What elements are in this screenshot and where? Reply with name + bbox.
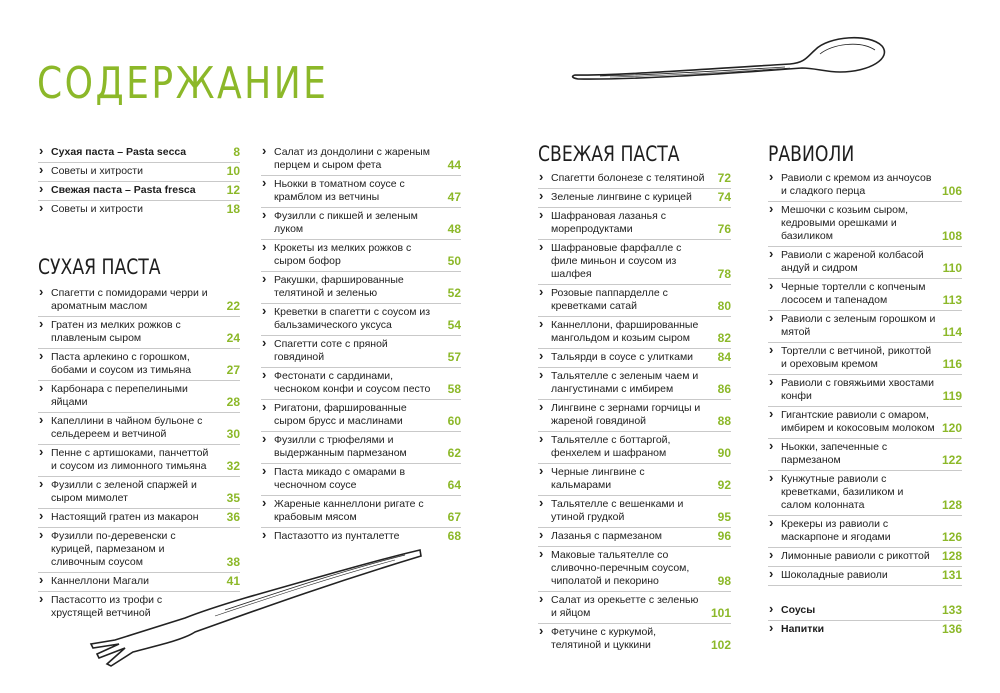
toc-entry-page: 92 [717, 478, 731, 492]
toc-entry-title: › Соусы [781, 604, 816, 616]
toc-entry-title: › Тальярди в соусе с улитками [551, 351, 694, 363]
toc-entry [261, 463, 461, 495]
toc-entry-page: 44 [447, 158, 461, 172]
toc-entry-title: › Фузилли с трюфелями и выдержанным пармезаном [274, 434, 407, 459]
toc-entry [538, 188, 731, 207]
toc-entry-page: 131 [941, 568, 962, 582]
toc-entry-page: 110 [942, 261, 962, 275]
toc-entry-page: 84 [717, 350, 731, 364]
column-ravioli [768, 142, 962, 639]
toc-entry-page: 68 [447, 529, 461, 543]
toc-entry [261, 495, 461, 527]
toc-entry-page: 86 [717, 382, 731, 396]
toc-entry-page: 10 [226, 164, 240, 178]
toc-entry-page: 126 [941, 530, 962, 544]
toc-entry-page: 28 [226, 395, 240, 409]
toc-entry-title: › Фузилли по-деревенски с курицей, пармезаном и сливочным соусом [51, 530, 176, 568]
toc-entry [261, 207, 461, 239]
ravioli-title: РАВИОЛИ [768, 142, 855, 166]
toc-entry [261, 367, 461, 399]
toc-entry-title: › Тальятелле с вешенками и утиной грудкой [551, 498, 684, 523]
toc-entry-title: › Фестонати с сардинами, чесноком конфи и соусом песто [274, 370, 431, 395]
toc-entry-title: › Равиоли с жареной колбасой андуй и сидром [781, 249, 924, 274]
toc-entry-title: › Ньокки, запеченные с пармезаном [781, 441, 888, 466]
toc-entry-page: 72 [717, 171, 731, 185]
toc-entry-page: 136 [941, 622, 962, 636]
toc-entry [538, 463, 731, 495]
toc-entry [261, 399, 461, 431]
toc-entry-page: 78 [717, 267, 731, 281]
toc-entry-title: › Сухая паста – Pasta secca [51, 146, 187, 158]
fork-illustration [85, 540, 425, 670]
toc-entry-title: › Тортелли с ветчиной, рикоттой и ореховым кремом [781, 345, 932, 370]
toc-entry-page: 12 [226, 183, 240, 197]
toc-entry [768, 470, 962, 515]
toc-entry [538, 399, 731, 431]
toc-entry-title: › Ньокки в томатном соусе с крамблом из ветчины [274, 178, 405, 203]
toc-entry [538, 431, 731, 463]
toc-entry-title: › Крекеры из равиоли с маскарпоне и ягодами [781, 518, 891, 543]
extras-list [768, 602, 962, 639]
toc-entry [538, 367, 731, 399]
toc-entry-page: 52 [447, 286, 461, 300]
toc-entry [768, 201, 962, 246]
toc-entry-page: 88 [717, 414, 731, 428]
toc-entry-page: 133 [941, 603, 962, 617]
toc-entry-title: › Фузилли с зеленой спаржей и сыром мимолет [51, 479, 197, 504]
toc-entry-page: 35 [226, 491, 240, 505]
toc-entry [38, 200, 240, 219]
toc-entry [768, 342, 962, 374]
toc-entry-page: 119 [942, 389, 962, 403]
toc-entry-page: 67 [447, 510, 461, 524]
toc-entry-title: › Равиоли с говяжьими хвостами конфи [781, 377, 934, 402]
toc-entry-page: 36 [226, 510, 240, 524]
toc-entry [538, 591, 731, 623]
toc-entry-page: 101 [710, 606, 731, 620]
toc-entry-title: › Свежая паста – Pasta fresca [51, 184, 196, 196]
toc-entry [538, 284, 731, 316]
toc-entry [538, 316, 731, 348]
toc-entry [538, 170, 731, 188]
toc-entry [38, 162, 240, 181]
toc-entry-title: › Фузилли с пикшей и зеленым луком [274, 210, 418, 235]
toc-entry-page: 74 [717, 190, 731, 204]
toc-entry-title: › Равиоли с зеленым горошком и мятой [781, 313, 936, 338]
fresh-pasta-list [538, 170, 731, 655]
toc-entry-title: › Тальятелле с боттаргой, фенхелем и шафраном [551, 434, 671, 459]
toc-entry [768, 547, 962, 566]
intro-list [38, 144, 240, 219]
toc-entry-title: › Каннеллони, фаршированные мангольдом и козьим сыром [551, 319, 699, 344]
toc-entry-title: › Лингвине с зернами горчицы и жареной говядиной [551, 402, 701, 427]
toc-entry [261, 239, 461, 271]
toc-entry-page: 48 [447, 222, 461, 236]
toc-entry [768, 170, 962, 201]
toc-entry-page: 120 [941, 421, 962, 435]
ravioli-list [768, 170, 962, 585]
ravioli-gap [768, 585, 962, 602]
toc-entry [261, 431, 461, 463]
toc-entry-page: 95 [717, 510, 731, 524]
toc-entry-title: › Мешочки с козьим сыром, кедровыми орешками и базиликом [781, 204, 909, 242]
toc-entry [768, 278, 962, 310]
toc-entry-page: 60 [447, 414, 461, 428]
toc-entry-page: 27 [226, 363, 240, 377]
dry-pasta-list-2 [261, 144, 461, 546]
toc-entry [538, 623, 731, 655]
toc-entry-title: › Ракушки, фаршированные телятиной и зеленью [274, 274, 404, 299]
fresh-pasta-title: СВЕЖАЯ ПАСТА [538, 142, 680, 166]
toc-entry-page: 116 [942, 357, 962, 371]
column-fresh-pasta [538, 142, 731, 655]
toc-entry-title: › Маковые тальятелле со сливочно-перечным соусом, чиполатой и пекорино [551, 549, 690, 587]
toc-entry [38, 144, 240, 162]
toc-entry [768, 310, 962, 342]
toc-entry [38, 380, 240, 412]
toc-entry-title: › Спагетти болонезе с телятиной [551, 172, 705, 184]
toc-entry-title: › Гигантские равиоли с омаром, имбирем и кокосовым молоком [781, 409, 935, 434]
toc-entry-page: 64 [447, 478, 461, 492]
toc-entry-title: › Ригатони, фаршированные сыром брусс и маслинами [274, 402, 407, 427]
toc-entry [38, 412, 240, 444]
toc-entry [38, 508, 240, 527]
toc-entry [768, 406, 962, 438]
toc-entry [38, 348, 240, 380]
toc-entry [38, 316, 240, 348]
toc-entry [768, 566, 962, 585]
toc-entry [38, 181, 240, 200]
toc-entry-page: 122 [941, 453, 962, 467]
toc-entry-title: › Карбонара с перепелиными яйцами [51, 383, 188, 408]
toc-entry-title: › Гратен из мелких рожков с плавленым сыром [51, 319, 181, 344]
toc-entry-page: 106 [941, 184, 962, 198]
toc-entry-title: › Креветки в спагетти с соусом из бальзамического уксуса [274, 306, 431, 331]
page-title: СОДЕРЖАНИЕ [37, 58, 329, 109]
toc-entry-page: 80 [717, 299, 731, 313]
toc-entry [538, 495, 731, 527]
toc-entry-title: › Черные лингвине с кальмарами [551, 466, 645, 491]
toc-entry-title: › Спагетти соте с пряной говядиной [274, 338, 388, 363]
toc-entry [768, 620, 962, 639]
toc-entry-page: 128 [941, 498, 962, 512]
toc-entry-page: 82 [717, 331, 731, 345]
toc-entry-title: › Равиоли с кремом из анчоусов и сладкого перца [781, 172, 932, 197]
toc-entry-page: 30 [226, 427, 240, 441]
toc-entry-title: › Лазанья с пармезаном [551, 530, 663, 542]
toc-entry-page: 76 [717, 222, 731, 236]
toc-entry [261, 303, 461, 335]
toc-entry-title: › Напитки [781, 623, 825, 635]
toc-entry-page: 96 [717, 529, 731, 543]
toc-entry-page: 102 [710, 638, 731, 652]
toc-entry-title: › Паста арлекино с горошком, бобами и соусом из тимьяна [51, 351, 192, 376]
toc-entry-title: › Шафрановая лазанья с морепродуктами [551, 210, 666, 235]
toc-entry [768, 438, 962, 470]
toc-entry-title: › Паста микадо с омарами в чесночном соусе [274, 466, 406, 491]
toc-entry-title: › Советы и хитрости [51, 203, 143, 215]
toc-entry [261, 271, 461, 303]
toc-entry-page: 41 [226, 574, 240, 588]
toc-entry [538, 239, 731, 284]
toc-entry [538, 546, 731, 591]
toc-entry [38, 444, 240, 476]
toc-entry-title: › Крокеты из мелких рожков с сыром бофор [274, 242, 412, 267]
toc-entry [768, 246, 962, 278]
toc-entry-page: 57 [447, 350, 461, 364]
toc-entry-title: › Спагетти с помидорами черри и ароматным маслом [51, 287, 208, 312]
toc-entry-page: 58 [447, 382, 461, 396]
toc-entry [538, 207, 731, 239]
toc-entry-title: › Настоящий гратен из макарон [51, 511, 199, 523]
toc-entry-page: 50 [447, 254, 461, 268]
toc-entry [768, 515, 962, 547]
toc-entry-title: › Фетучине с куркумой, телятиной и цуккини [551, 626, 657, 651]
toc-entry-title: › Кунжутные равиоли с креветками, базиликом и салом колонната [781, 473, 904, 511]
column-dry-continued [261, 144, 461, 546]
toc-entry-title: › Жареные каннеллони ригате с крабовым мясом [274, 498, 424, 523]
toc-entry [38, 476, 240, 508]
toc-entry [538, 348, 731, 367]
toc-entry-page: 90 [717, 446, 731, 460]
toc-entry-title: › Черные тортелли с копченым лососем и тапенадом [781, 281, 926, 306]
toc-entry-page: 54 [447, 318, 461, 332]
toc-entry-title: › Шоколадные равиоли [781, 569, 888, 581]
toc-entry-title: › Советы и хитрости [51, 165, 143, 177]
spoon-illustration [570, 30, 890, 85]
toc-entry [261, 335, 461, 367]
toc-entry [38, 285, 240, 316]
toc-entry-page: 47 [447, 190, 461, 204]
toc-entry-title: › Салат из орекьетте с зеленью и яйцом [551, 594, 699, 619]
toc-entry-page: 113 [942, 293, 962, 307]
toc-entry-title: › Пастазотто из пунталетте [274, 530, 400, 542]
toc-entry [538, 527, 731, 546]
toc-entry-title: › Пенне с артишоками, панчеттой и соусом из лимонного тимьяна [51, 447, 209, 472]
toc-entry-page: 62 [447, 446, 461, 460]
toc-entry-page: 24 [226, 331, 240, 345]
toc-entry-title: › Зеленые лингвине с курицей [551, 191, 692, 203]
toc-entry-page: 8 [233, 145, 240, 159]
toc-entry [261, 175, 461, 207]
toc-entry-page: 22 [226, 299, 240, 313]
toc-entry-title: › Шафрановые фарфалле с филе миньон и соусом из шалфея [551, 242, 682, 280]
toc-entry-title: › Пастасотто из трофи с хрустящей ветчиной [51, 594, 163, 619]
toc-entry-page: 128 [941, 549, 962, 563]
toc-entry-title: › Салат из дондолини с жареным перцем и сыром фета [274, 146, 430, 171]
toc-entry-page: 98 [717, 574, 731, 588]
toc-entry-page: 38 [226, 555, 240, 569]
toc-entry-title: › Тальятелле с зеленым чаем и лангустинами с имбирем [551, 370, 699, 395]
toc-entry-title: › Лимонные равиоли с рикоттой [781, 550, 930, 562]
toc-entry-page: 18 [226, 202, 240, 216]
toc-entry-page: 108 [941, 229, 962, 243]
toc-entry-title: › Капеллини в чайном бульоне с сельдереем и ветчиной [51, 415, 203, 440]
toc-entry-title: › Розовые паппарделле с креветками сатай [551, 287, 668, 312]
toc-entry [261, 144, 461, 175]
toc-entry [768, 374, 962, 406]
toc-entry-page: 114 [942, 325, 962, 339]
toc-entry [768, 602, 962, 620]
dry-pasta-title: СУХАЯ ПАСТА [38, 255, 161, 279]
toc-entry-page: 32 [226, 459, 240, 473]
toc-entry-title: › Каннеллони Магали [51, 575, 149, 587]
